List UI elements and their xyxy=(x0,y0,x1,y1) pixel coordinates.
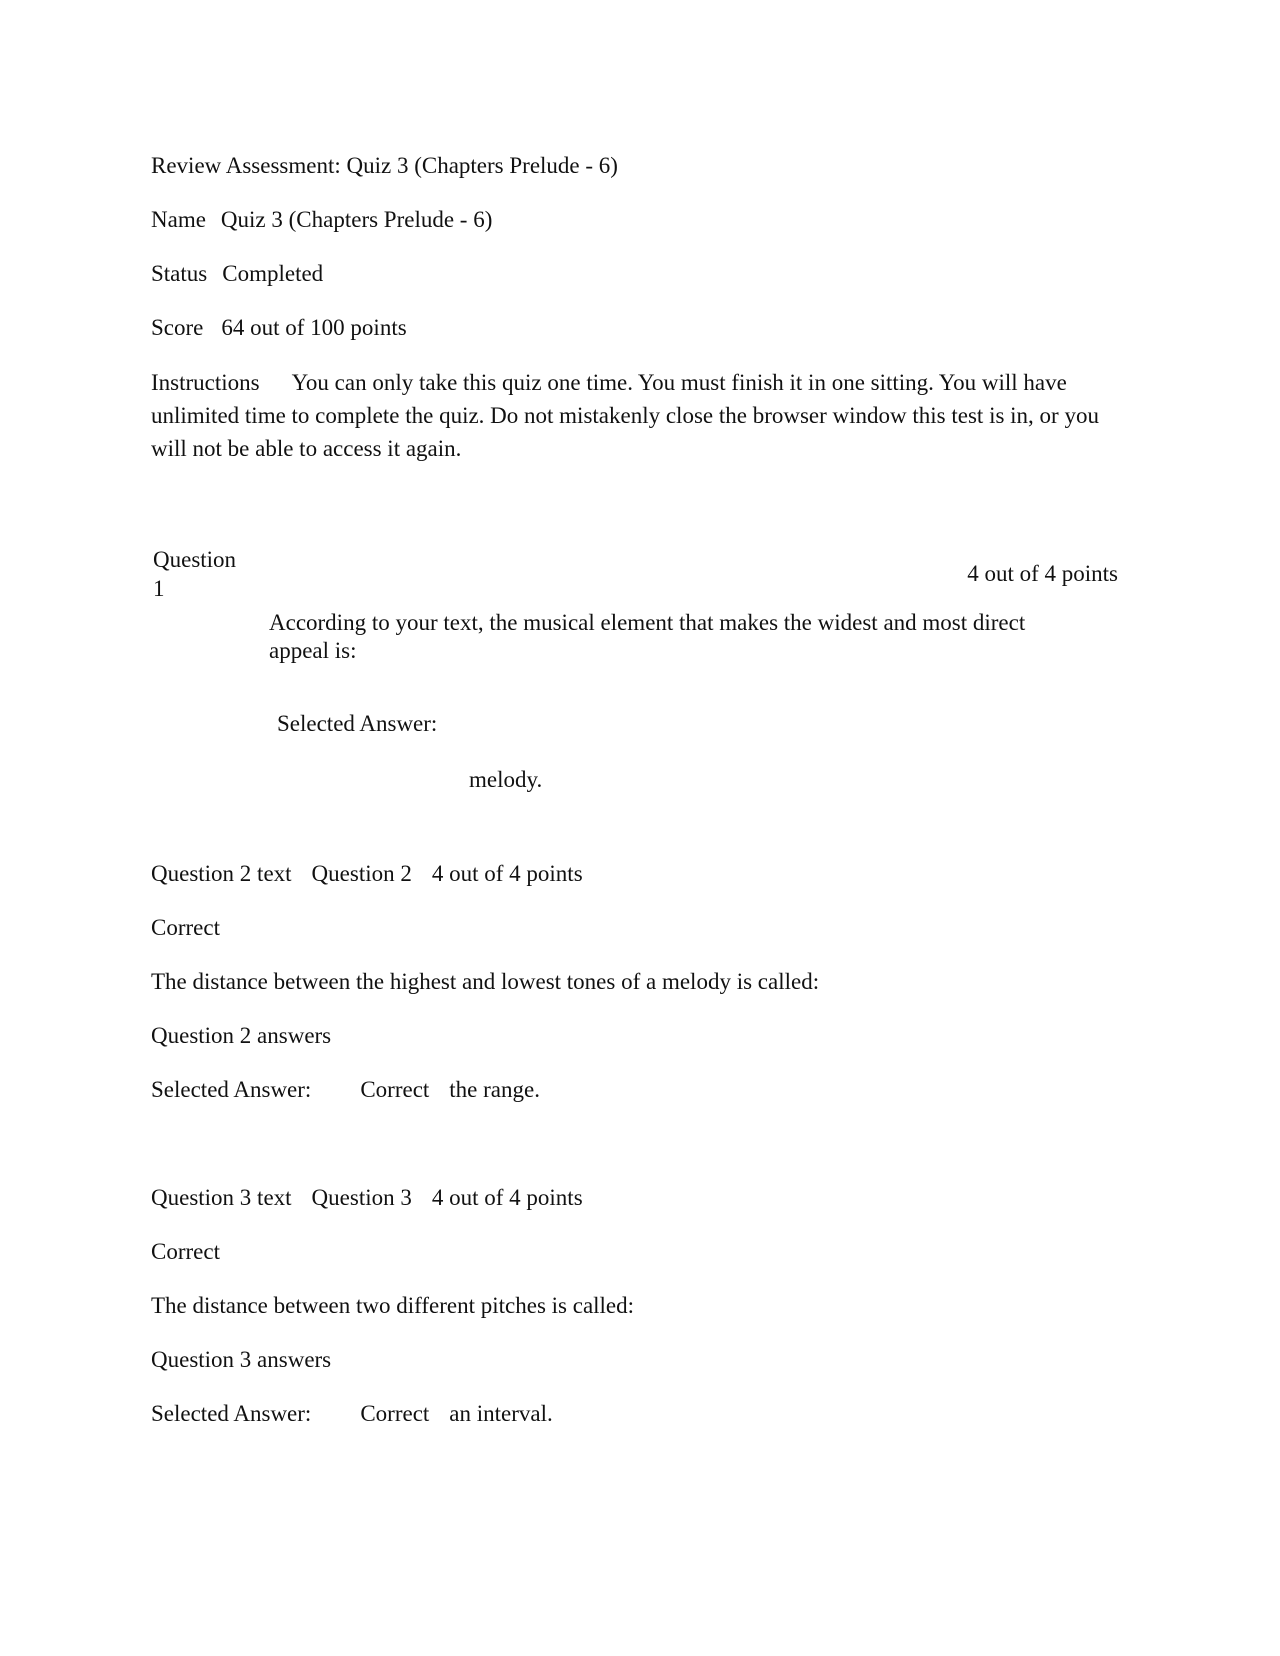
q3-number: Question 3 xyxy=(311,1185,412,1210)
q3-points: 4 out of 4 points xyxy=(431,1185,583,1210)
instructions-label: Instructions xyxy=(151,370,260,395)
name-row xyxy=(151,208,492,231)
q2-text-label: Question 2 text xyxy=(151,861,292,886)
q2-selected-answer: the range. xyxy=(449,1077,540,1102)
q3-result: Correct xyxy=(151,1239,220,1264)
q2-number: Question 2 xyxy=(311,861,412,886)
q2-selected-row xyxy=(151,1078,540,1101)
q3-header-row xyxy=(151,1186,583,1209)
q1-label-line1: Question xyxy=(153,547,237,572)
status-label: Status xyxy=(151,261,208,286)
name-label: Name xyxy=(151,207,206,232)
q1-label-line2: 1 xyxy=(153,576,165,601)
instructions-text: You can only take this quiz one time. You must finish it in one sitting. You will have unlimited time to complete the quiz. Do not mistakenly close the browser window this test is in, or you will not be able to access it again. xyxy=(151,370,1099,461)
status-value: Completed xyxy=(222,261,324,286)
status-row xyxy=(151,262,323,285)
score-label: Score xyxy=(151,315,204,340)
name-value: Quiz 3 (Chapters Prelude - 6) xyxy=(220,207,493,232)
q3-question: The distance between two different pitches is called: xyxy=(151,1293,635,1318)
q3-selected-row xyxy=(151,1402,553,1425)
q3-selected-answer: an interval. xyxy=(449,1401,553,1426)
q1-selected-label: Selected Answer: xyxy=(277,711,438,736)
page-title: Review Assessment: Quiz 3 (Chapters Prelude - 6) xyxy=(151,153,618,178)
q3-text-label: Question 3 text xyxy=(151,1185,292,1210)
instructions xyxy=(151,366,1126,465)
q2-header-row xyxy=(151,862,583,885)
q3-answers-label: Question 3 answers xyxy=(151,1347,332,1372)
q1-selected-answer: melody. xyxy=(469,767,543,792)
q3-selected-result: Correct xyxy=(360,1401,430,1426)
q2-question: The distance between the highest and lowest tones of a melody is called: xyxy=(151,969,820,994)
score-row xyxy=(151,316,407,339)
q2-points: 4 out of 4 points xyxy=(431,861,583,886)
q1-question-line1: According to your text, the musical element that makes the widest and most direct xyxy=(269,610,1026,635)
q3-selected-label: Selected Answer: xyxy=(151,1401,312,1426)
q2-result: Correct xyxy=(151,915,220,940)
q2-selected-label: Selected Answer: xyxy=(151,1077,312,1102)
q1-question-line2: appeal is: xyxy=(269,638,357,663)
q2-answers-label: Question 2 answers xyxy=(151,1023,332,1048)
q2-selected-result: Correct xyxy=(360,1077,430,1102)
score-value: 64 out of 100 points xyxy=(221,315,407,340)
q1-points: 4 out of 4 points xyxy=(967,561,1118,586)
